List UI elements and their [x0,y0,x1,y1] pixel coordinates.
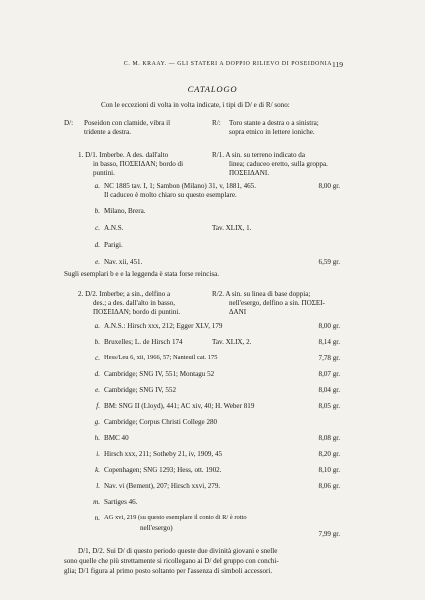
closing-paragraph-line: glia; D/1 figura al primo posto soltanto per l'assenza di simboli accessori. [64,567,273,575]
group1-obverse-line: in basso, ΠΟΣΕΙΔΑΝ; bordo di [93,160,184,168]
entry-letter: h. [94,434,100,442]
entry-letter: n. [94,514,100,522]
group1-note: Sugli esemplari b e e la leggenda è stata forse reincisa. [64,270,220,278]
entry-letter: l. [96,482,100,490]
entry-letter: b. [94,338,100,346]
catalog-entry: Sartiges 46. [104,498,138,506]
entry-weight: 7,78 gr. [318,354,340,362]
plate-reference: Tav. XLIX, 1. [212,224,252,232]
group1-reverse-line: R/1. A sin. su terreno indicato da [212,151,305,159]
catalog-entry: Il caduceo è molto chiaro su questo esemplare. [104,191,237,199]
group2-obverse-line: des.; a des. dall'alto in basso, [93,299,176,307]
entry-weight: 8,20 gr. [318,450,340,458]
entry-letter: e. [95,386,100,394]
entry-letter: g. [94,418,100,426]
page-number: 119 [332,60,343,69]
catalog-entry: Milano, Brera. [104,207,146,215]
entry-weight: 6,59 gr. [318,258,340,266]
entry-letter: a. [94,182,100,190]
catalog-entry: Hirsch xxx, 211; Sotheby 21, iv, 1909, 45 [104,450,223,458]
entry-letter: e. [95,258,100,266]
entry-weight: 8,00 gr. [318,182,340,190]
reverse-label: R/: [212,119,221,127]
entry-weight: 8,08 gr. [318,434,340,442]
catalog-entry: NC 1885 tav. I, 1; Sambon (Milano) 31, v, 1881, 465. [104,182,256,190]
entry-letter: c. [95,224,100,232]
group2-reverse-line: nell'esergo, delfino a sin. ΠΟΣΕΙ- [229,299,325,307]
entry-weight: 8,10 gr. [318,466,340,474]
entry-weight: 8,07 gr. [318,370,340,378]
catalog-entry: Cambridge; Corpus Christi College 280 [104,418,218,426]
catalog-entry: Parigi. [104,241,123,249]
group1-reverse-line: linea; caduceo eretto, sulla groppa. [229,160,328,168]
catalog-entry: A.N.S.: Hirsch xxx, 212; Egger XLV, 179 [104,322,223,330]
entry-letter: m. [93,498,100,506]
entry-letter: d. [94,370,100,378]
entry-weight: 8,06 gr. [318,482,340,490]
catalog-entry: BMC 40 [104,434,129,442]
closing-paragraph-line: D/1, D/2. Sui D/ di questo periodo queste due divinità giovani e snelle [78,547,278,555]
obverse-type-line: Poseidon con clamide, vibra il [84,119,171,127]
plate-reference: Tav. XLIX, 2. [212,338,252,346]
reverse-type-line: sopra etnico in lettere ioniche. [229,128,315,136]
catalog-entry: Cambridge; SNG IV, 551; Montagu 52 [104,370,215,378]
intro-text: Con le eccezioni di volta in volta indicate, i tipi di D/ e di R/ sono: [101,101,290,109]
running-header: C. M. KRAAY. — GLI STATERI A DOPPIO RILIEVO DI POSEIDONIA [123,61,333,67]
catalog-entry: BM: SNG II (Lloyd), 441; AC xiv, 40; H. Weber 819 [104,402,255,410]
group2-obverse-line: 2. D/2. Imberbe; a sin., delfino a [78,290,171,298]
entry-letter: a. [94,322,100,330]
entry-letter: d. [94,241,100,249]
entry-weight: 8,05 gr. [318,402,340,410]
entry-weight: 8,00 gr. [318,322,340,330]
catalog-entry: Cambridge; SNG IV, 552 [104,386,176,394]
group2-reverse-line: R/2. A sin. su linea di base doppia; [212,290,311,298]
catalog-title: CATALOGO [187,84,238,94]
obverse-label: D/: [64,119,74,127]
catalog-entry-continuation: nell'esergo) [140,524,173,532]
group1-reverse-line: ΠΟΣΕΙΔΑΝΙ. [229,169,270,177]
catalog-entry: Hess/Leu 6, xii, 1966, 57; Nanteuil cat. 175 [104,354,218,361]
entry-letter: i. [96,450,100,458]
entry-letter: f. [96,402,100,410]
group1-obverse-line: puntini. [93,169,115,177]
catalog-entry: Nav. vi (Bement), 207; Hirsch xxvi, 279. [104,482,221,490]
entry-weight: 7,99 gr. [318,530,340,538]
catalog-entry: A.N.S. [104,224,124,232]
entry-weight: 8,14 gr. [318,338,340,346]
catalog-entry: Bruxelles; L. de Hirsch 174 [104,338,183,346]
group2-reverse-line: ΔΑΝΙ [229,308,247,316]
entry-letter: k. [95,466,100,474]
entry-letter: c. [95,354,100,362]
reverse-type-line: Toro stante a destra o a sinistra; [229,119,319,127]
catalog-entry: AG xvi, 219 (su questo esemplare il conio di R/ è rotto [104,514,247,521]
catalog-entry: Nav. xii, 451. [104,258,143,266]
group1-obverse-line: 1. D/1. Imberbe. A des. dall'alto [78,151,169,159]
catalog-entry: Copenhagen; SNG 1293; Hess, ott. 1902. [104,466,222,474]
closing-paragraph-line: sono quelle che più strettamente si ricollegano ai D/ del gruppo con conchi- [64,557,279,565]
entry-weight: 8,04 gr. [318,386,340,394]
group2-obverse-line: ΠΟΣΕΙΔΑΝ; bordo di puntini. [93,308,181,316]
entry-letter: b. [94,207,100,215]
obverse-type-line: tridente a destra. [84,128,132,136]
